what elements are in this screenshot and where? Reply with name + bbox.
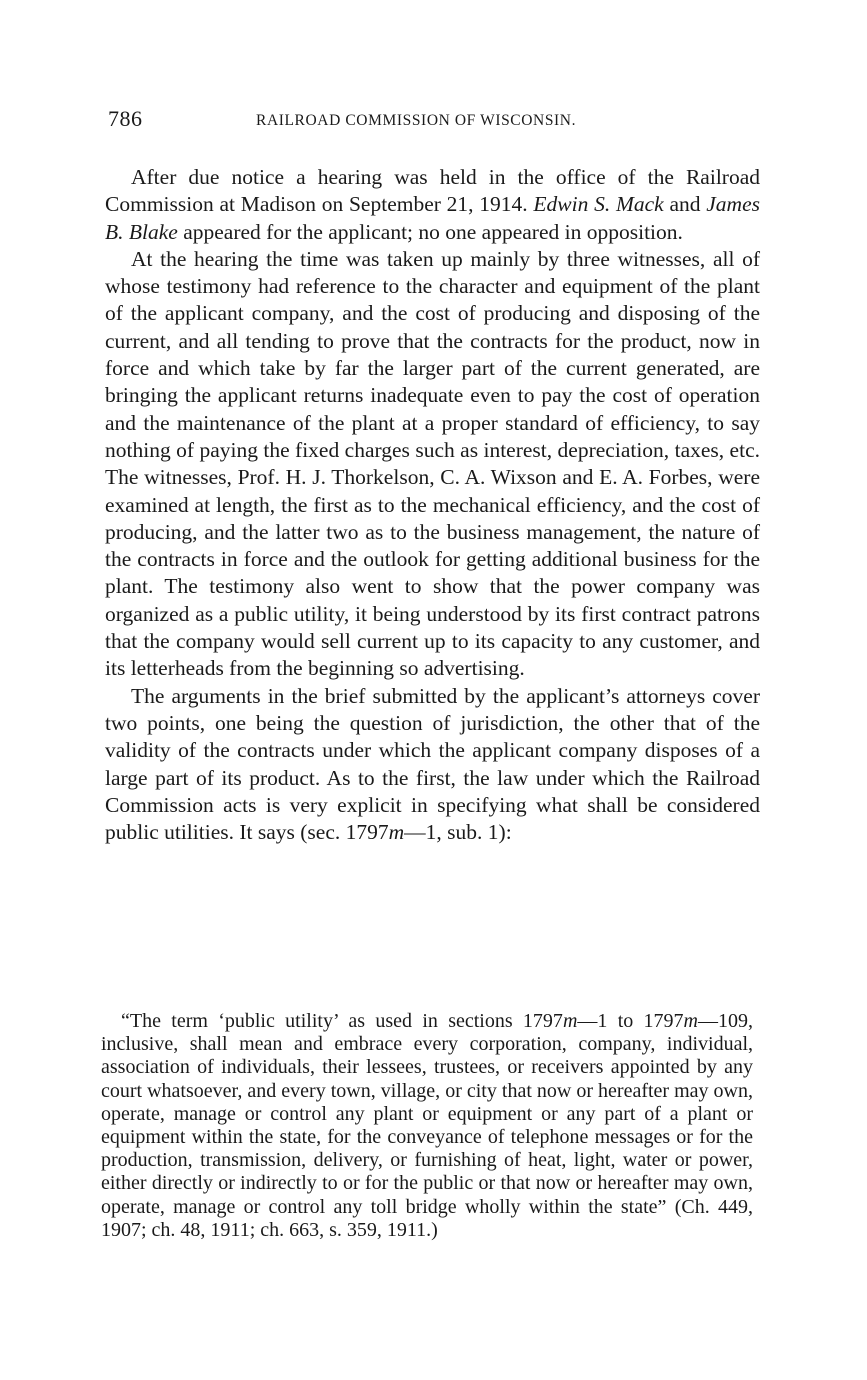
paragraph-text: and xyxy=(663,192,707,217)
quote-text: “The term ‘public utility’ as used in sections 1797 xyxy=(121,1010,563,1032)
person-name: Edwin S. Mack xyxy=(533,192,664,217)
section-letter: m xyxy=(388,820,405,845)
statute-quotation xyxy=(101,1010,753,1242)
section-letter: m xyxy=(683,1010,698,1032)
paragraph-text: The arguments in the brief submitted by the applicant’s attorneys cover two points, one being the question of jurisdiction, the other that of the validity of the contracts under which the applicant company disposes of a large part of its product. As to the first, the law under which the Railroad Commission acts is very explicit in specifying what shall be considered public utilities. It says (sec. 1797 xyxy=(105,683,760,845)
quote-text: —109, inclusive, shall mean and embrace every corporation, company, individual, association of individuals, their lessees, trustees, or receivers appointed by any court whatsoever, and every town, village, or city that now or hereafter may own, operate, manage or control any plant or equipment or any part of a plant or equipment within the state, for the conveyance of telephone messages or for the production, transmission, delivery, or furnishing of heat, light, water or power, either directly or indirectly to or for the public or that now or hereafter may own, operate, manage or control any toll bridge wholly within the state” (Ch. 449, 1907; ch. 48, 1911; ch. 663, s. 359, 1911.) xyxy=(101,1010,753,1241)
paragraph-text: —1, sub. 1): xyxy=(404,820,512,845)
running-head: RAILROAD COMMISSION OF WISCONSIN. xyxy=(256,112,577,129)
page-number: 786 xyxy=(108,106,143,131)
quote-text: —1 to 1797 xyxy=(577,1010,684,1032)
paragraph-text: appeared for the applicant; no one appeared in opposition. xyxy=(177,219,683,244)
paragraph-text: After due notice a hearing was held in the office of the Railroad Commission at Madison on September 21, 1914. xyxy=(105,165,760,217)
paragraph-arguments xyxy=(105,683,760,847)
section-letter: m xyxy=(562,1010,578,1032)
page-header xyxy=(108,106,760,136)
body-text xyxy=(105,164,760,846)
person-name: James B. Blake xyxy=(105,192,760,244)
paragraph-testimony: At the hearing the time was taken up mainly by three witnesses, all of whose testimony had reference to the character and equipment of the plant of the applicant company, and the cost of producing and disposing of the current, and all tending to prove that the contracts for the product, now in force and which take by far the larger part of the current generated, are bringing the applicant returns inadequate even to pay the cost of operation and the maintenance of the plant at a proper standard of efficiency, to say nothing of paying the fixed charges such as interest, depreciation, taxes, etc. The witnesses, Prof. H. J. Thorkelson, C. A. Wixson and E. A. Forbes, were examined at length, the first as to the mechanical efficiency, and the cost of producing, and the latter two as to the business management, the nature of the contracts in force and the outlook for getting additional business for the plant. The testimony also went to show that the power company was organized as a public utility, it being understood by its first contract patrons that the company would sell current up to its capacity to any customer, and its letterheads from the beginning so advertising. xyxy=(105,246,760,681)
paragraph-hearing-notice xyxy=(105,164,760,246)
